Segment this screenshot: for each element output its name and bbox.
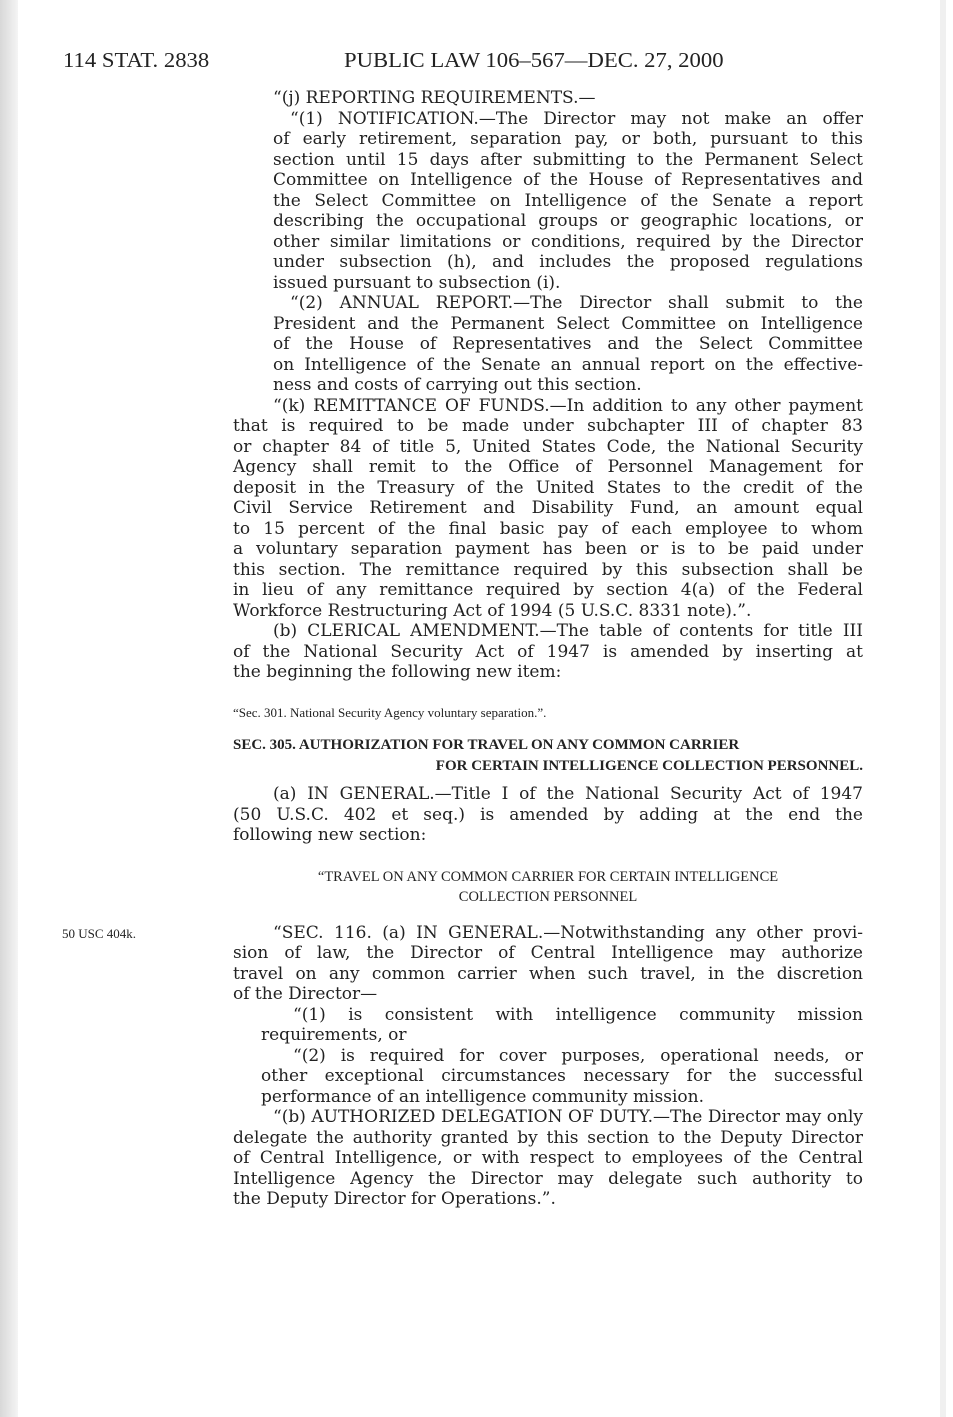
paragraph-p-main	[233, 88, 863, 109]
paragraph-p-sub	[233, 293, 863, 396]
text-line: or chapter 84 of title 5, United States Code, the National Security	[233, 436, 863, 457]
text-line: ness and costs of carrying out this section.	[273, 375, 642, 395]
document-body	[233, 88, 863, 1210]
text-line: “(j) REPORTING REQUIREMENTS.—	[273, 88, 596, 108]
text-line: Committee on Intelligence of the House of Representatives and	[273, 170, 863, 190]
text-line: under subsection (h), and includes the proposed regulations	[273, 252, 863, 272]
text-line: “(1) NOTIFICATION.—The Director may not make an offer	[290, 108, 863, 129]
text-line: (b) CLERICAL AMENDMENT.—The table of contents for title III	[273, 621, 863, 641]
text-line: a voluntary separation payment has been or is to be paid under	[233, 539, 863, 559]
text-line: performance of an intelligence community mission.	[261, 1086, 704, 1107]
text-line: travel on any common carrier when such travel, in the discretion	[233, 963, 863, 984]
paragraph-center-heading	[233, 867, 863, 908]
paragraph-p-main	[233, 1107, 863, 1210]
text-line: “SEC. 116. (a) IN GENERAL.—Notwithstanding any other provi-	[273, 922, 863, 943]
text-line: of the National Security Act of 1947 is amended by inserting at	[233, 641, 863, 662]
text-line: the beginning the following new item:	[233, 662, 562, 682]
paragraph-p-main	[233, 784, 863, 846]
page-stat-number: 114 STAT. 2838	[63, 48, 210, 72]
scan-edge-left	[0, 0, 18, 1417]
text-line: of Central Intelligence, or with respect to employees of the Central	[233, 1148, 863, 1168]
paragraph-sec-heading	[233, 735, 863, 776]
paragraph-p-sub	[233, 109, 863, 294]
text-line: “(k) REMITTANCE OF FUNDS.—In addition to any other payment	[273, 395, 863, 416]
text-line: other exceptional circumstances necessary for the successful	[261, 1066, 863, 1086]
text-line: issued pursuant to subsection (i).	[273, 272, 561, 293]
paragraph-p-main	[233, 396, 863, 622]
text-line: (a) IN GENERAL.—Title I of the National Security Act of 1947	[273, 784, 863, 804]
paragraph-p-main	[233, 621, 863, 683]
text-line: “(b) AUTHORIZED DELEGATION OF DUTY.—The Director may only	[273, 1107, 863, 1127]
text-line: delegate the authority granted by this section to the Deputy Director	[233, 1127, 863, 1148]
text-line: COLLECTION PERSONNEL	[458, 889, 638, 905]
text-line: section until 15 days after submitting to the Permanent Select	[273, 149, 863, 170]
paragraph-p-sub2	[233, 1005, 863, 1046]
text-line: other similar limitations or conditions, required by the Director	[273, 231, 863, 252]
text-line: that is required to be made under subchapter III of chapter 83	[233, 416, 863, 436]
text-line: “(2) is required for cover purposes, operational needs, or	[293, 1045, 863, 1066]
paragraph-p-main	[233, 923, 863, 1005]
text-line: describing the occupational groups or geographic locations, or	[273, 211, 863, 231]
text-line: “Sec. 301. National Security Agency voluntary separation.”.	[233, 704, 547, 720]
text-line: (50 U.S.C. 402 et seq.) is amended by adding at the end the	[233, 804, 863, 825]
text-line: sion of law, the Director of Central Intelligence may authorize	[233, 943, 863, 963]
text-line: of early retirement, separation pay, or both, pursuant to this	[273, 129, 863, 149]
text-line: “(2) ANNUAL REPORT.—The Director shall submit to the	[290, 293, 863, 313]
text-line: in lieu of any remittance required by section 4(a) of the Federal	[233, 580, 863, 600]
text-line: deposit in the Treasury of the United States to the credit of the	[233, 477, 863, 498]
text-line: following new section:	[233, 825, 427, 845]
text-line: SEC. 305. AUTHORIZATION FOR TRAVEL ON ANY COMMON CARRIER	[233, 737, 740, 753]
text-line: Civil Service Retirement and Disability Fund, an amount equal	[233, 498, 863, 518]
text-line: this section. The remittance required by this subsection shall be	[233, 559, 863, 580]
text-line: FOR CERTAIN INTELLIGENCE COLLECTION PERSONNEL.	[435, 757, 863, 774]
text-line: Intelligence Agency the Director may delegate such authority to	[233, 1168, 863, 1189]
text-line: “TRAVEL ON ANY COMMON CARRIER FOR CERTAIN INTELLIGENCE	[317, 868, 779, 885]
paragraph-toc	[233, 703, 863, 724]
text-line: on Intelligence of the Senate an annual report on the effective-	[273, 354, 863, 375]
paragraph-p-sub2	[233, 1046, 863, 1108]
text-line: Workforce Restructuring Act of 1994 (5 U.S.C. 8331 note).”.	[233, 600, 752, 621]
running-header-title: PUBLIC LAW 106–567—DEC. 27, 2000	[344, 48, 724, 72]
text-line: to 15 percent of the final basic pay of each employee to whom	[233, 518, 863, 539]
text-line: Agency shall remit to the Office of Personnel Management for	[233, 457, 863, 477]
text-line: of the House of Representatives and the Select Committee	[273, 334, 863, 354]
text-line: the Deputy Director for Operations.”.	[233, 1189, 556, 1209]
text-line: requirements, or	[261, 1025, 407, 1045]
text-line: “(1) is consistent with intelligence community mission	[293, 1004, 863, 1025]
text-line: President and the Permanent Select Committee on Intelligence	[273, 313, 863, 334]
text-line: of the Director—	[233, 984, 378, 1004]
scan-edge-right	[940, 0, 946, 1417]
text-line: the Select Committee on Intelligence of the Senate a report	[273, 190, 863, 211]
margin-citation-note: 50 USC 404k.	[62, 926, 137, 941]
